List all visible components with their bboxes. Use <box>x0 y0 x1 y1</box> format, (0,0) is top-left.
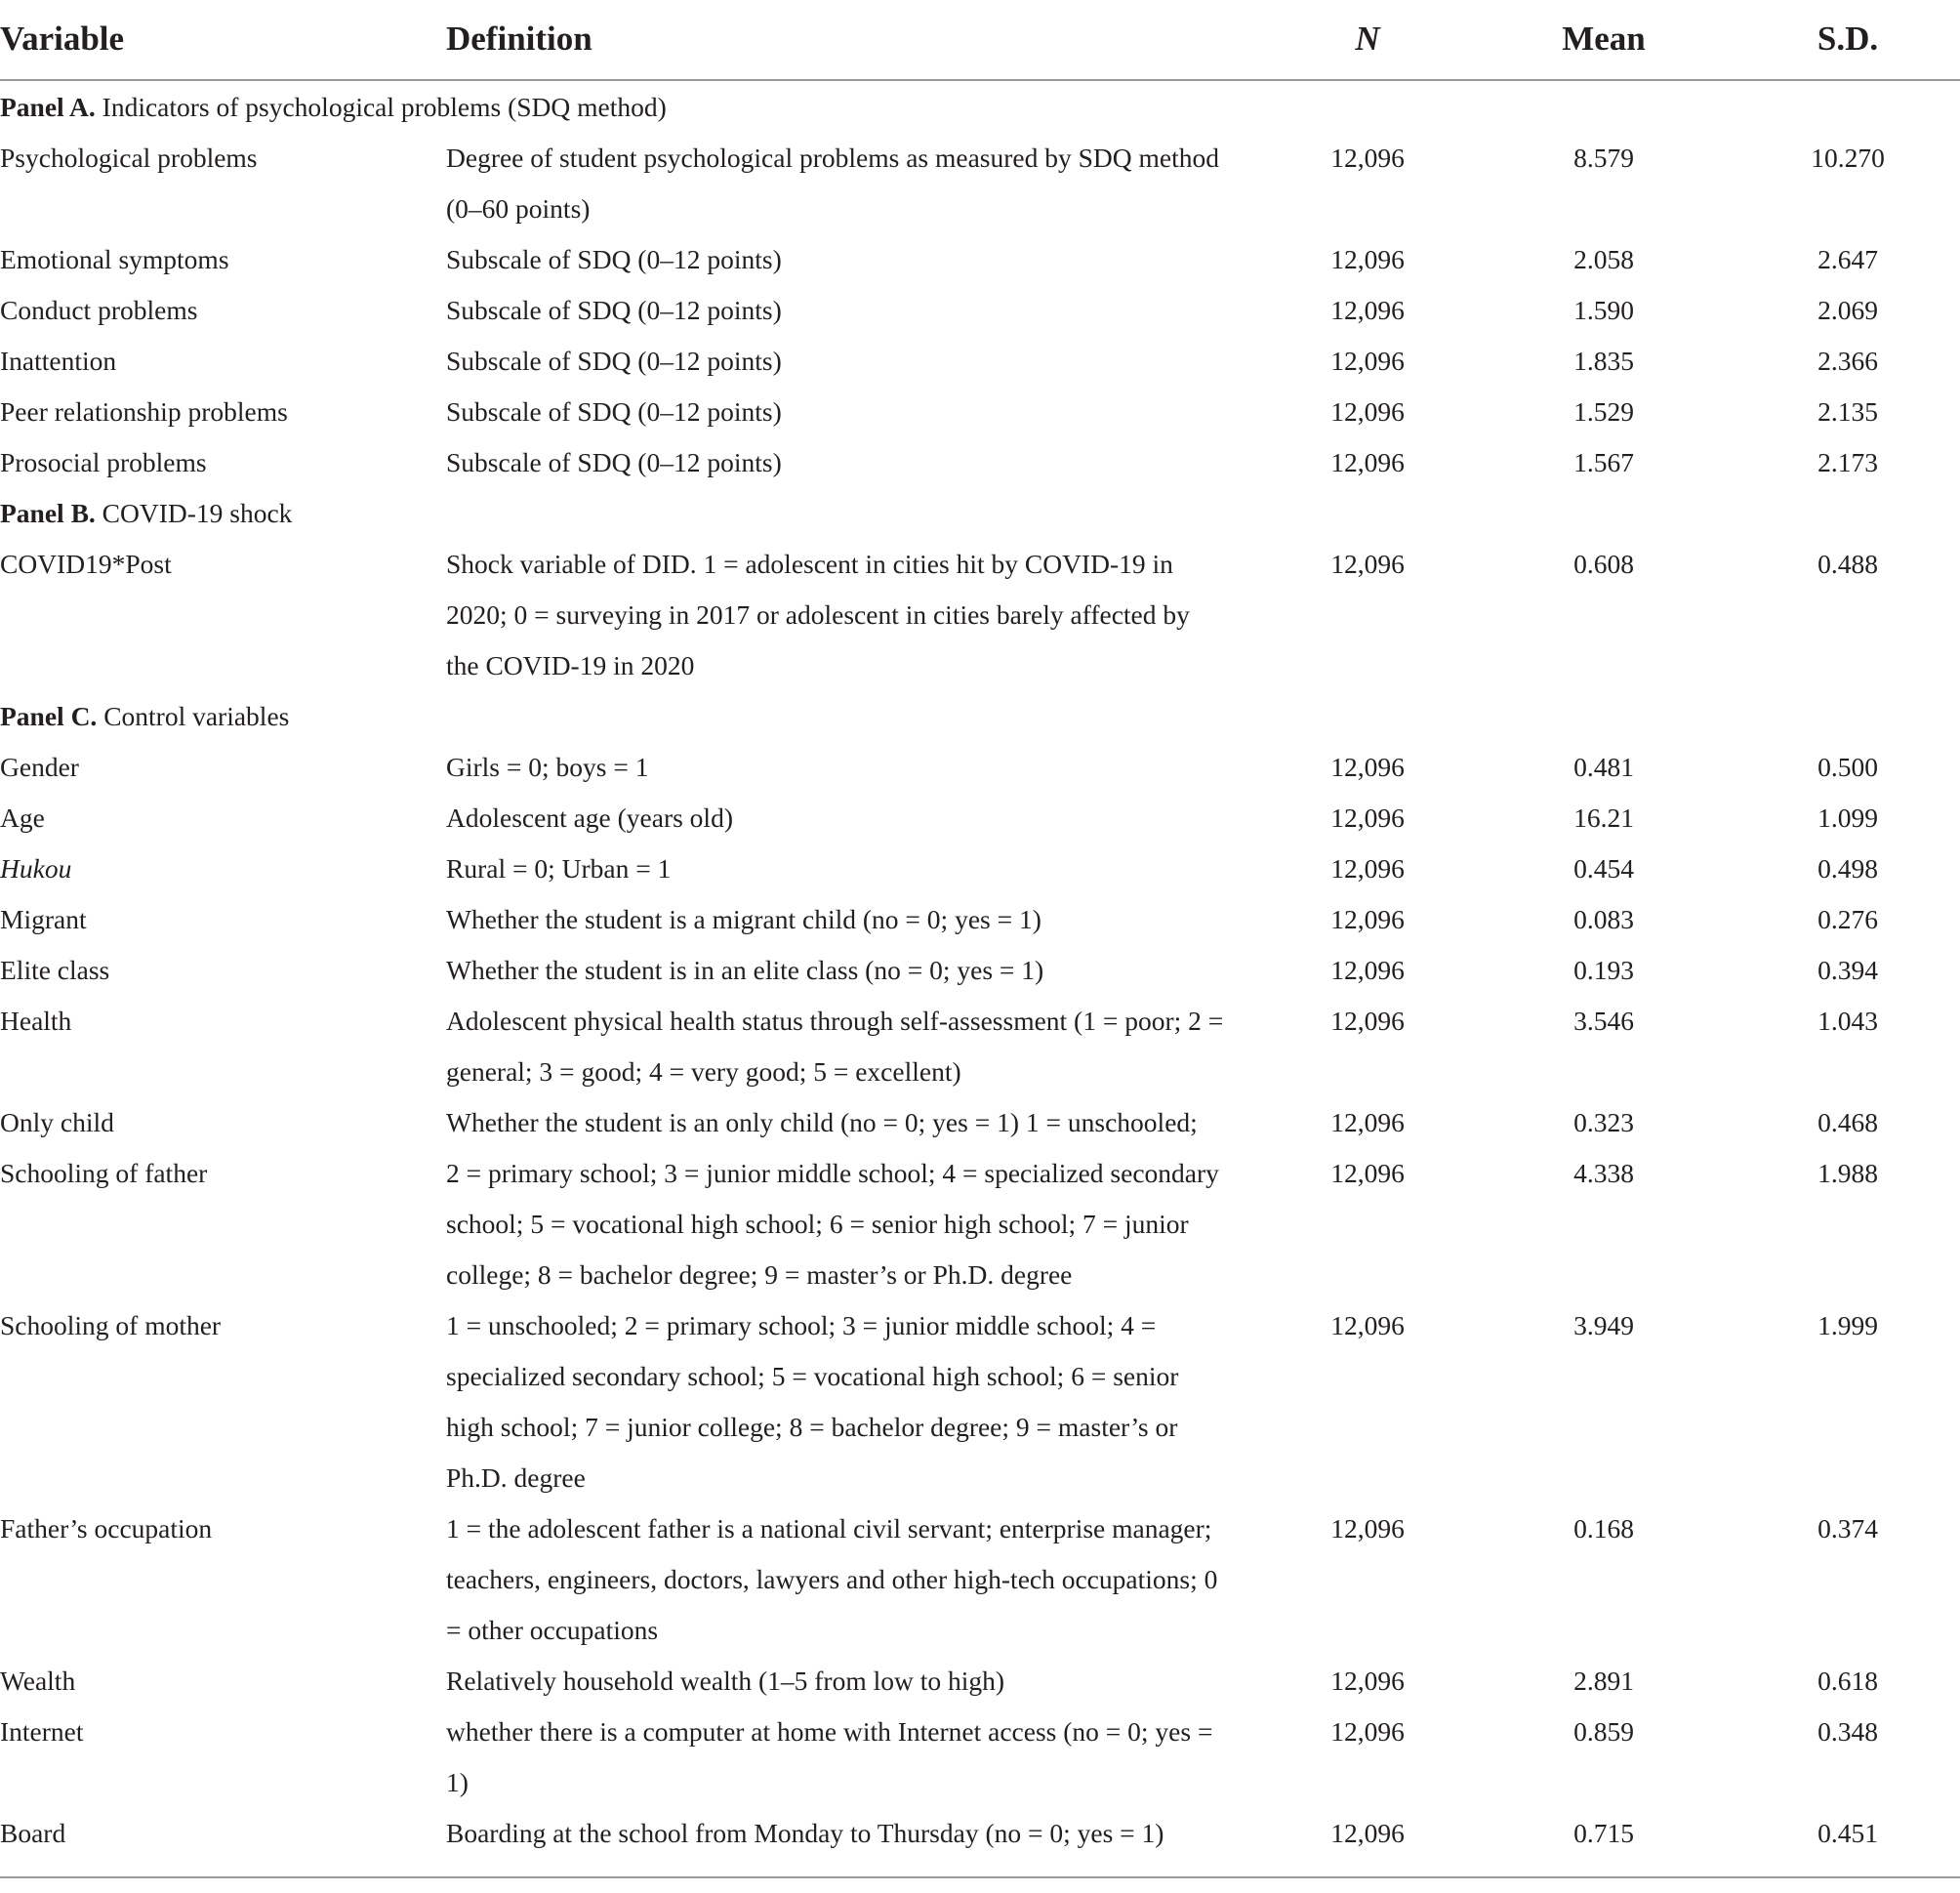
mean-cell: 0.859 <box>1573 1716 1634 1747</box>
n-cell: 12,096 <box>1330 295 1405 325</box>
sd-cell: 0.451 <box>1817 1818 1878 1848</box>
definition-cell: whether there is a computer at home with Internet access (no = 0; yes = 1) <box>446 1716 1213 1797</box>
panel-heading <box>0 488 1960 539</box>
mean-cell: 0.323 <box>1573 1107 1634 1137</box>
sd-cell: 0.618 <box>1817 1666 1878 1696</box>
sd-cell: 2.135 <box>1817 396 1878 427</box>
n-cell: 12,096 <box>1330 1716 1405 1747</box>
definition-cell: Adolescent physical health status through self-assessment (1 = poor; 2 = general; 3 = good; 4 = very good; 5 = excellent) <box>446 1006 1224 1087</box>
variable-cell: Emotional symptoms <box>0 244 229 274</box>
table-row <box>0 945 1960 996</box>
variable-cell: Migrant <box>0 904 87 934</box>
sd-cell: 2.366 <box>1817 346 1878 376</box>
table-row <box>0 1503 1960 1656</box>
n-cell: 12,096 <box>1330 1006 1405 1036</box>
panel-heading <box>0 82 1960 133</box>
n-cell: 12,096 <box>1330 244 1405 274</box>
sd-cell: 2.647 <box>1817 244 1878 274</box>
header-definition: Definition <box>446 20 592 58</box>
n-cell: 12,096 <box>1330 1107 1405 1137</box>
mean-cell: 16.21 <box>1573 802 1634 833</box>
n-cell: 12,096 <box>1330 802 1405 833</box>
mean-cell: 1.529 <box>1573 396 1634 427</box>
panel-title: Control variables <box>103 701 290 731</box>
mean-cell: 0.193 <box>1573 955 1634 985</box>
n-cell: 12,096 <box>1330 549 1405 579</box>
variable-cell: Gender <box>0 752 79 782</box>
mean-cell: 8.579 <box>1573 143 1634 173</box>
definition-cell: Subscale of SDQ (0–12 points) <box>446 295 782 325</box>
table-row <box>0 387 1960 437</box>
header-mean: Mean <box>1562 20 1646 58</box>
sd-cell: 1.999 <box>1817 1310 1878 1340</box>
variable-cell: Elite class <box>0 955 110 985</box>
panel-label: Panel C. <box>0 701 98 731</box>
n-cell: 12,096 <box>1330 447 1405 477</box>
header-variable: Variable <box>0 20 125 58</box>
variable-cell: Psychological problems <box>0 143 258 173</box>
mean-cell: 4.338 <box>1573 1158 1634 1188</box>
variable-cell: Inattention <box>0 346 117 376</box>
n-cell: 12,096 <box>1330 955 1405 985</box>
table-row <box>0 285 1960 336</box>
table-body <box>0 82 1960 1859</box>
header-rule <box>0 79 1960 81</box>
definition-cell: Subscale of SDQ (0–12 points) <box>446 346 782 376</box>
definition-cell: Whether the student is an only child (no = 0; yes = 1) 1 = unschooled; <box>446 1107 1198 1137</box>
table-row <box>0 336 1960 387</box>
mean-cell: 0.481 <box>1573 752 1634 782</box>
definition-cell: Subscale of SDQ (0–12 points) <box>446 244 782 274</box>
mean-cell: 0.168 <box>1573 1513 1634 1543</box>
mean-cell: 3.546 <box>1573 1006 1634 1036</box>
n-cell: 12,096 <box>1330 1513 1405 1543</box>
definition-cell: Whether the student is a migrant child (no = 0; yes = 1) <box>446 904 1041 934</box>
definition-cell: Rural = 0; Urban = 1 <box>446 853 672 884</box>
variable-cell: Conduct problems <box>0 295 198 325</box>
n-cell: 12,096 <box>1330 752 1405 782</box>
table-row <box>0 1148 1960 1300</box>
definition-cell: Adolescent age (years old) <box>446 802 733 833</box>
bottom-rule <box>0 1876 1960 1878</box>
variable-cell: Health <box>0 1006 72 1036</box>
definition-cell: Girls = 0; boys = 1 <box>446 752 649 782</box>
mean-cell: 0.083 <box>1573 904 1634 934</box>
variable-cell: Schooling of father <box>0 1158 208 1188</box>
variable-cell: Prosocial problems <box>0 447 207 477</box>
definition-cell: 1 = unschooled; 2 = primary school; 3 = junior middle school; 4 = specialized secondary school; 5 = vocational high school; 6 = senior high school; 7 = junior college; 8 = bachelor degree; 9 = master’s or Ph.D. degree <box>446 1310 1179 1493</box>
variable-cell: Hukou <box>0 853 72 884</box>
sd-cell: 1.988 <box>1817 1158 1878 1188</box>
table-row <box>0 437 1960 488</box>
header-n: N <box>1355 20 1380 58</box>
sd-cell: 0.394 <box>1817 955 1878 985</box>
table-row <box>0 1707 1960 1808</box>
definition-cell: Subscale of SDQ (0–12 points) <box>446 396 782 427</box>
definition-cell: 1 = the adolescent father is a national civil servant; enterprise manager; teachers, engineers, doctors, lawyers and other high-tech occupations; 0 = other occupations <box>446 1513 1218 1645</box>
n-cell: 12,096 <box>1330 346 1405 376</box>
definition-cell: Degree of student psychological problems as measured by SDQ method (0–60 points) <box>446 143 1219 224</box>
table-row <box>0 1808 1960 1859</box>
sd-cell: 1.043 <box>1817 1006 1878 1036</box>
n-cell: 12,096 <box>1330 904 1405 934</box>
table-row <box>0 742 1960 793</box>
panel-label: Panel A. <box>0 92 96 122</box>
table-row <box>0 1656 1960 1707</box>
n-cell: 12,096 <box>1330 396 1405 427</box>
mean-cell: 1.590 <box>1573 295 1634 325</box>
panel-title: Indicators of psychological problems (SDQ method) <box>102 92 667 122</box>
variable-cell: Only child <box>0 1107 114 1137</box>
sd-cell: 0.488 <box>1817 549 1878 579</box>
variable-cell: Schooling of mother <box>0 1310 222 1340</box>
sd-cell: 1.099 <box>1817 802 1878 833</box>
sd-cell: 2.069 <box>1817 295 1878 325</box>
definition-cell: Relatively household wealth (1–5 from low to high) <box>446 1666 1005 1696</box>
definition-cell: Subscale of SDQ (0–12 points) <box>446 447 782 477</box>
sd-cell: 0.276 <box>1817 904 1878 934</box>
variable-cell: Board <box>0 1818 66 1848</box>
mean-cell: 2.891 <box>1573 1666 1634 1696</box>
mean-cell: 2.058 <box>1573 244 1634 274</box>
definition-cell: 2 = primary school; 3 = junior middle school; 4 = specialized secondary school; 5 = vocational high school; 6 = senior high school; 7 = junior college; 8 = bachelor degree; 9 = master’s or Ph.D. degree <box>446 1158 1219 1290</box>
n-cell: 12,096 <box>1330 1158 1405 1188</box>
table-row <box>0 234 1960 285</box>
sd-cell: 0.500 <box>1817 752 1878 782</box>
header-sd: S.D. <box>1817 20 1879 58</box>
n-cell: 12,096 <box>1330 1818 1405 1848</box>
sd-cell: 0.374 <box>1817 1513 1878 1543</box>
n-cell: 12,096 <box>1330 1310 1405 1340</box>
panel-label: Panel B. <box>0 498 96 528</box>
table-row <box>0 793 1960 844</box>
variable-cell: Father’s occupation <box>0 1513 213 1543</box>
variable-cell: Internet <box>0 1716 84 1747</box>
mean-cell: 0.454 <box>1573 853 1634 884</box>
panel-heading <box>0 691 1960 742</box>
sd-cell: 0.468 <box>1817 1107 1878 1137</box>
variable-cell: COVID19*Post <box>0 549 172 579</box>
sd-cell: 10.270 <box>1811 143 1885 173</box>
table-row <box>0 894 1960 945</box>
table-row <box>0 1097 1960 1148</box>
panel-title: COVID-19 shock <box>102 498 293 528</box>
table-row <box>0 996 1960 1097</box>
variable-cell: Peer relationship problems <box>0 396 288 427</box>
mean-cell: 3.949 <box>1573 1310 1634 1340</box>
n-cell: 12,096 <box>1330 853 1405 884</box>
table-row <box>0 1300 1960 1503</box>
definition-cell: Boarding at the school from Monday to Thursday (no = 0; yes = 1) <box>446 1818 1164 1848</box>
definition-cell: Whether the student is in an elite class (no = 0; yes = 1) <box>446 955 1044 985</box>
table-row <box>0 844 1960 894</box>
n-cell: 12,096 <box>1330 143 1405 173</box>
mean-cell: 0.608 <box>1573 549 1634 579</box>
variable-cell: Age <box>0 802 45 833</box>
table-row <box>0 539 1960 691</box>
variable-cell: Wealth <box>0 1666 76 1696</box>
n-cell: 12,096 <box>1330 1666 1405 1696</box>
definition-cell: Shock variable of DID. 1 = adolescent in cities hit by COVID-19 in 2020; 0 = surveying in 2017 or adolescent in cities barely affected by the COVID-19 in 2020 <box>446 549 1190 680</box>
sd-cell: 0.348 <box>1817 1716 1878 1747</box>
sd-cell: 0.498 <box>1817 853 1878 884</box>
mean-cell: 0.715 <box>1573 1818 1634 1848</box>
mean-cell: 1.835 <box>1573 346 1634 376</box>
mean-cell: 1.567 <box>1573 447 1634 477</box>
sd-cell: 2.173 <box>1817 447 1878 477</box>
table-row <box>0 133 1960 234</box>
